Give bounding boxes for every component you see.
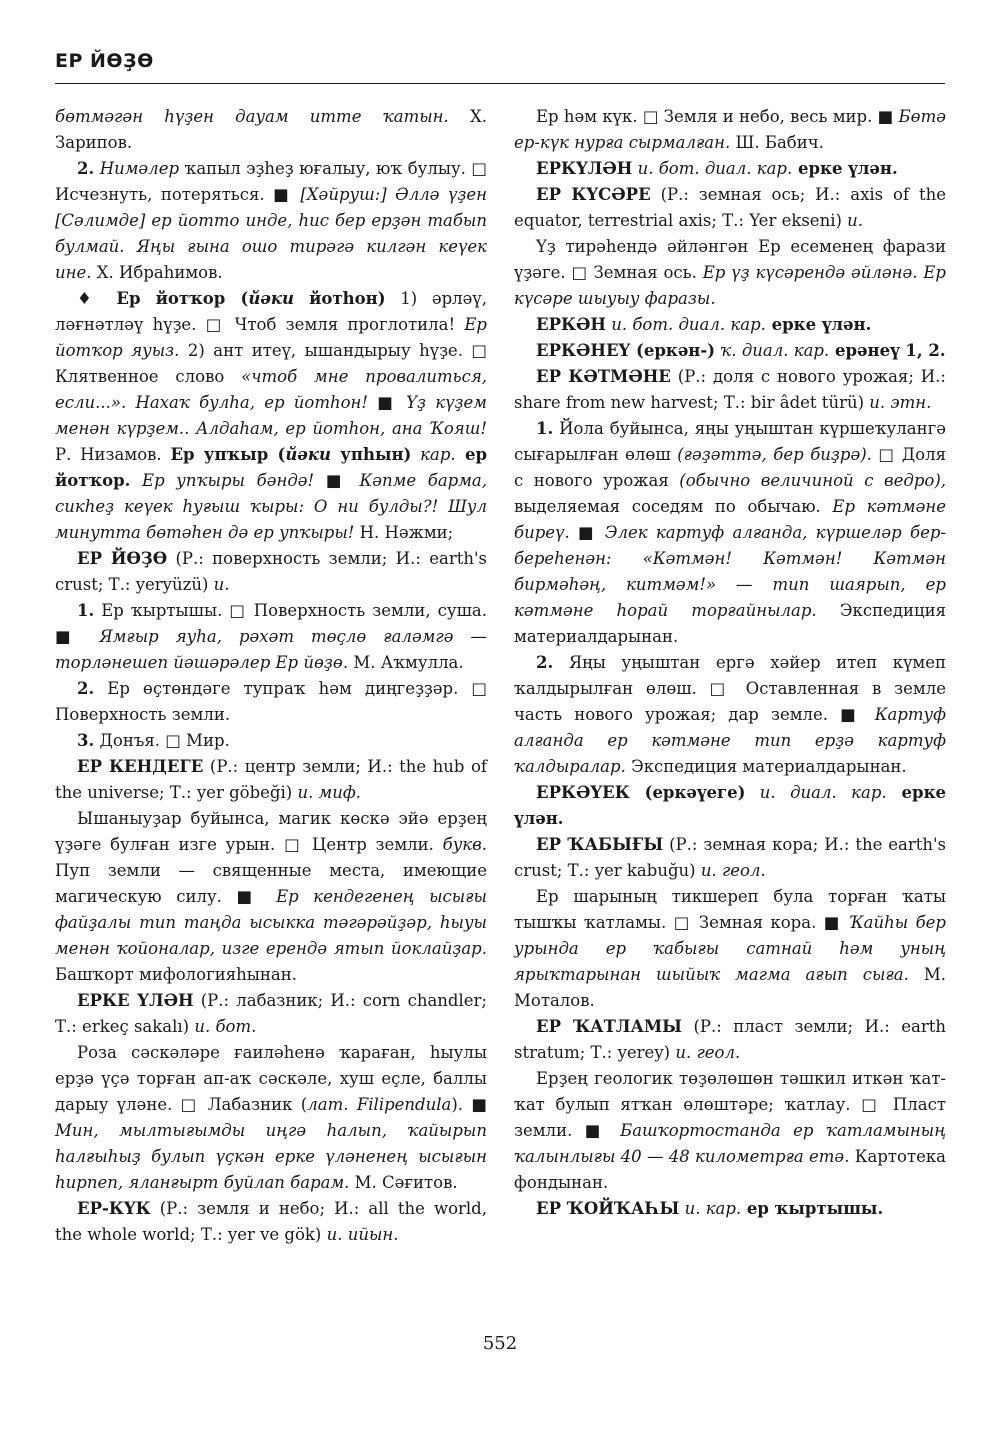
body-text: Х. Ибраһимов.: [91, 263, 223, 282]
dictionary-paragraph: [55, 1040, 487, 1196]
dictionary-paragraph: [514, 156, 946, 182]
headword: ер йотҡор.: [55, 445, 488, 490]
headword: ЕР ҠАБЫҒЫ: [536, 835, 664, 854]
dictionary-paragraph: [55, 598, 487, 676]
italic-text: Ер кендегенең ысығы файҙалы тип таңда ысыкка тәгәрәйҙәр, һыуы менән ҡойоналар, изге ерендә ятып йоклайҙар.: [55, 887, 487, 958]
dictionary-paragraph: [514, 780, 946, 832]
italic-text: [Хәйруш:] Әллә үҙен [Сәлимде] ер йотто инде, һис бер ерҙән табып булмай. Яңы ғына ошо тирәгә килгән кеүек ине.: [55, 185, 487, 282]
italic-text: и.: [847, 211, 864, 230]
headword: ЕРКЕ ҮЛӘН: [77, 991, 194, 1010]
body-text: (Р.: доля с нового урожая; И.: share from new harvest; Т.: bir âdet türü): [514, 367, 946, 412]
headword: 2.: [77, 159, 95, 178]
italic-text: ҡ. диал. кар.: [715, 341, 830, 360]
body-text: ■: [368, 393, 407, 412]
italic-text: Бөтә ер-күк нурға сырмалған.: [514, 107, 946, 152]
italic-text: Ер кәтмәне биреү.: [514, 497, 946, 542]
dictionary-paragraph: [55, 806, 487, 988]
italic-text: Картуф алғанда ер кәтмәне тип ерҙә картуф ҡалдыралар.: [514, 705, 946, 776]
body-text: 2) ант итеү, ышандырыу һүҙе. □ Клятвенное слово: [55, 341, 487, 386]
italic-text: и. этн.: [869, 393, 932, 412]
dictionary-paragraph: [514, 832, 946, 884]
body-text: (Р.: центр земли; И.: the hub of the universe; Т.: yer göbeği): [55, 757, 488, 802]
headword: Ер упҡыр (: [170, 445, 286, 464]
italic-text: и.: [213, 575, 230, 594]
dictionary-paragraph: [514, 182, 946, 234]
body-text: ). ■: [451, 1095, 488, 1114]
headword: ЕР ҠАТЛАМЫ: [536, 1017, 682, 1036]
dictionary-paragraph: [514, 312, 946, 338]
body-text: М. Моталов.: [514, 965, 947, 1010]
headword: ЕР КЕНДЕГЕ: [77, 757, 204, 776]
body-text: (Р.: земная ось; И.: axis of the equator, terrestrial axis; Т.: Yer ekseni): [514, 185, 946, 230]
body-text: М. Аҡмулла.: [348, 653, 464, 672]
headword: ЕР ҠОЙҠАҺЫ: [536, 1199, 680, 1218]
headword: 3.: [77, 731, 95, 750]
italic-text: и. геол.: [700, 861, 766, 880]
body-text: Р. Низамов.: [55, 445, 171, 464]
dictionary-paragraph: [514, 650, 946, 780]
body-text: Башҡорт мифологияһынан.: [55, 965, 297, 984]
body-text: (Р.: земля и небо; И.: all the world, the whole world; Т.: yer ve gök): [55, 1199, 487, 1244]
headword: ЕРКҮЛӘН: [536, 159, 633, 178]
italic-text: (обычно величиной с ведро),: [679, 471, 946, 490]
headword: ЕР КӘТМӘНЕ: [536, 367, 671, 386]
dictionary-paragraph: [514, 1066, 946, 1196]
italic-text: и. кар.: [679, 1199, 742, 1218]
header-rule: [55, 83, 945, 84]
headword: ерке үлән.: [514, 783, 946, 828]
italic-text: Мин, мылтығымды иңгә һалып, ҡайырып һалғыһыҙ булып үҫкән ерке үләненең ысығын һирпеп, яланғырт буйлап барам.: [55, 1121, 487, 1192]
body-text: выделяемая соседям по обычаю.: [514, 497, 833, 516]
headword-note: йәки: [285, 445, 332, 464]
headword: ерәнеү 1, 2.: [829, 341, 946, 360]
body-text: Ер ҡыртышы. □ Поверхность земли, суша. ■: [55, 601, 487, 646]
headword: ЕР КҮСӘРЕ: [536, 185, 651, 204]
body-text: Үҙ тирәһендә әйләнгән Ер есеменең фарази үҙәге. □ Земная ось.: [514, 237, 946, 282]
italic-text: и. миф.: [297, 783, 362, 802]
dictionary-paragraph: [514, 884, 946, 1014]
dictionary-paragraph: [514, 416, 946, 650]
dictionary-paragraph: [514, 104, 946, 156]
italic-text: кар.: [411, 445, 456, 464]
body-text: Н. Нәжми;: [354, 523, 454, 542]
body-text: Роза сәскәләре ғаиләһенә ҡараған, һыулы ерҙә үҫә торған ап-аҡ сәскәле, хуш еҫле, баллы дарыу үләне. □ Лабазник (: [55, 1043, 487, 1114]
dictionary-paragraph: [55, 676, 487, 728]
running-header: ЕР ЙӨҘӨ: [55, 50, 154, 72]
italic-text: Нимәлер: [94, 159, 185, 178]
italic-text: Элек картуф алғанда, күршеләр бер-береһенән: «Кәтмән! Кәтмән! Кәтмән бирмәһәң, китмәм!» — тип шаярып, ер кәтмәне һорай торғайнылар.: [514, 523, 946, 620]
page-number: 552: [482, 1333, 518, 1354]
italic-text: Ҡайһы бер урында ер ҡабығы сатнай һәм уның ярыҡтарынан шыйыҡ магма ағып сыға.: [514, 913, 946, 984]
body-text: ■: [314, 471, 360, 490]
headword: ЕРКӘҮЕК (еркәүеге): [536, 783, 746, 802]
italic-text: Ямғыр яуһа, рәхәт төҫлө ғаләмгә — торләнешеп йәшәрәлер Ер йөҙө.: [55, 627, 487, 672]
italic-text: бөтмәгән һүҙен дауам итте ҡатын.: [55, 107, 449, 126]
italic-text: букв.: [442, 835, 487, 854]
body-text: (Р.: пласт земли; И.: earth stratum; Т.: yerey): [514, 1017, 946, 1062]
dictionary-paragraph: [55, 988, 487, 1040]
italic-text: и. бот. диал. кар.: [632, 159, 793, 178]
headword: ЕРКӘНЕҮ (еркән-): [536, 341, 716, 360]
body-text: Ер өҫтөндәге тупраҡ һәм диңгеҙҙәр. □ Поверхность земли.: [55, 679, 487, 724]
body-text: Экспедиция материалдарынан.: [625, 757, 907, 776]
italic-text: Үҙ күҙем менән күрҙем.. Алдаһам, ер йотһон, ана Ҡояш!: [55, 393, 487, 438]
headword: ЕР-КҮК: [77, 1199, 151, 1218]
dictionary-paragraph: [514, 364, 946, 416]
body-text: Ерҙең геологик төҙөлөшөн тәшкил иткән ҡат-ҡат булып ятҡан өлөштәре; ҡатлау. □ Пласт земли. ■: [514, 1069, 946, 1140]
italic-text: Ер йотҡор яуыз.: [55, 315, 487, 360]
body-text: (Р.: земная кора; И.: the earth's crust; Т.: yer kabuğu): [514, 835, 947, 880]
dictionary-paragraph: [55, 1196, 487, 1248]
headword: ер ҡыртышы.: [741, 1199, 884, 1218]
body-text: Экспедиция материалдарынан.: [514, 601, 946, 646]
headword: ЕР ЙӨҘӨ: [77, 549, 168, 568]
headword: 2.: [536, 653, 554, 672]
body-text: Яңы уңыштан ергә хәйер итеп күмеп ҡалдырылған өлөш. □ Оставленная в земле часть нового урожая; дар земле. ■: [514, 653, 946, 724]
body-text: М. Сәғитов.: [349, 1173, 458, 1192]
body-text: Ш. Бабич.: [730, 133, 824, 152]
dictionary-paragraph: [514, 338, 946, 364]
italic-text: и. геол.: [675, 1043, 741, 1062]
italic-text: «чтоб мне провалиться, если...». Нахаҡ булһа, ер йотһон!: [55, 367, 487, 412]
body-text: ■: [569, 523, 605, 542]
body-text: Ышаныуҙар буйынса, магик көскә эйә ерҙең үҙәге булған изге урын. □ Центр земли.: [55, 809, 487, 854]
headword: 2.: [77, 679, 95, 698]
headword: ♦ Ер йотҡор (: [77, 289, 249, 308]
dictionary-paragraph: [55, 286, 487, 546]
italic-text: и. бот. диал. кар.: [605, 315, 766, 334]
dictionary-paragraph: [514, 1014, 946, 1066]
body-text: □ Доля с нового урожая: [514, 445, 946, 490]
headword: ерке үлән.: [792, 159, 898, 178]
dictionary-paragraph: [55, 754, 487, 806]
body-text: ҡапыл эҙһеҙ юғалыу, юҡ булыу. □ Исчезнуть, потеряться. ■: [55, 159, 487, 204]
body-text: Х. Зарипов.: [55, 107, 487, 152]
headword-note: йәки: [248, 289, 294, 308]
headword: ерке үлән.: [765, 315, 872, 334]
body-text: Ер һәм күк. □ Земля и небо, весь мир. ■: [536, 107, 899, 126]
dictionary-paragraph: [55, 728, 487, 754]
headword: ЕРКӘН: [536, 315, 606, 334]
body-text: Йола буйынса, яңы уңыштан күршеҡулангә сығарылған өлөш: [514, 419, 946, 464]
italic-text: и. диал. кар.: [745, 783, 887, 802]
italic-text: (ғәҙәттә, бер биҙрә).: [677, 445, 872, 464]
body-text: (Р.: поверхность земли; И.: earth's crust; Т.: yeryüzü): [55, 549, 487, 594]
headword: йотһон): [294, 289, 386, 308]
dictionary-paragraph: [514, 234, 946, 312]
headword: 1.: [77, 601, 95, 620]
italic-text: лат. Filipendula: [307, 1095, 452, 1114]
italic-text: Ер үҙ күсәрендә әйләнә. Ер күсәре шыуыу фаразы.: [514, 263, 946, 308]
dictionary-paragraph: [55, 156, 487, 286]
left-column: [55, 104, 487, 1248]
dictionary-paragraph: [55, 104, 487, 156]
dictionary-paragraph: [55, 546, 487, 598]
body-text: Ер шарының тикшереп була торған ҡаты тышҡы ҡатламы. □ Земная кора. ■: [514, 887, 946, 932]
right-column: [514, 104, 946, 1222]
body-text: (Р.: лабазник; И.: corn chandler; Т.: erkeç sakalı): [55, 991, 487, 1036]
italic-text: Ер упҡыры бәндә!: [130, 471, 315, 490]
body-text: Картотека фондынан.: [514, 1147, 946, 1192]
headword: 1.: [536, 419, 554, 438]
dictionary-paragraph: [514, 1196, 946, 1222]
body-text: 1) әрләү, ләғнәтләү һүҙе. □ Чтоб земля проглотила!: [55, 289, 487, 334]
body-text: Пуп земли — священные места, имеющие магическую силу. ■: [55, 861, 487, 906]
italic-text: и. бот.: [194, 1017, 257, 1036]
body-text: Донъя. □ Мир.: [94, 731, 230, 750]
italic-text: Башҡортостанда ер ҡатламының ҡалынлығы 40 — 48 километрға етә.: [514, 1121, 946, 1166]
headword: упһын): [331, 445, 412, 464]
italic-text: и. ийын.: [326, 1225, 399, 1244]
italic-text: Кәпме барма, сикһеҙ кеүек һуғыш ҡыры: О ни булды?! Шул минутта бөтәһен дә ер упҡыры!: [55, 471, 487, 542]
